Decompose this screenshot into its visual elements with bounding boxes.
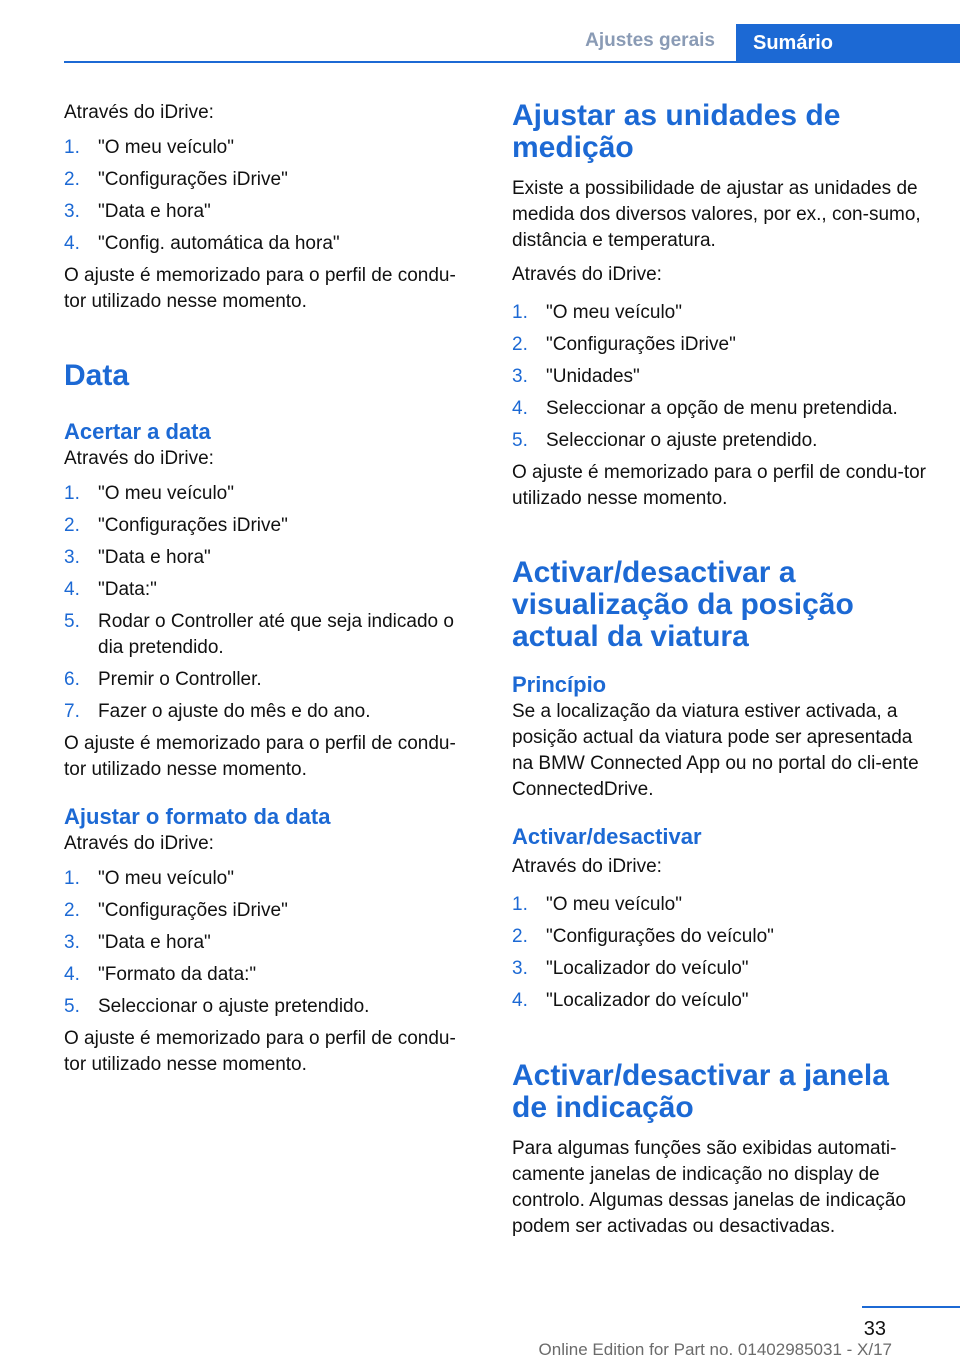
- header-divider: [64, 61, 960, 63]
- units-text: Existe a possibilidade de ajustar as unidades de medida dos diversos valores, por ex., con-sumo, distância e temperatura.: [512, 178, 921, 251]
- date-format-note: O ajuste é memorizado para o perfil de condu-tor utilizado nesse momento.: [64, 1028, 456, 1075]
- list-item: 3. "Data e hora": [64, 547, 211, 568]
- date-format-steps-list: [64, 866, 474, 1020]
- set-date-note: O ajuste é memorizado para o perfil de condu-tor utilizado nesse momento.: [64, 733, 456, 780]
- position-heading: Activar/desactivar a visualização da posição actual da viatura: [512, 556, 854, 653]
- list-item: 3. "Unidades": [512, 366, 640, 387]
- left-column: [64, 100, 474, 1078]
- list-item: 4. "Data:": [64, 579, 157, 600]
- toggle-heading: Activar/desactivar: [512, 824, 702, 849]
- intro-label: Através do iDrive:: [64, 102, 214, 123]
- principle-text: Se a localização da viatura estiver activada, a posição actual da viatura pode ser apresentada na BMW Connected App ou no portal do cli-ente ConnectedDrive.: [512, 701, 919, 800]
- data-heading: Data: [64, 359, 130, 392]
- list-item: 6. Premir o Controller.: [64, 669, 262, 690]
- list-item: 4. "Config. automática da hora": [64, 233, 340, 254]
- date-format-heading: Ajustar o formato da data: [64, 804, 331, 829]
- list-item: 4. Seleccionar a opção de menu pretendida.: [512, 398, 898, 419]
- edition-footer: Online Edition for Part no. 01402985031 - X/17: [538, 1340, 892, 1359]
- list-item: 5. Seleccionar o ajuste pretendido.: [512, 430, 818, 451]
- section-title[interactable]: Ajustes gerais: [585, 30, 715, 51]
- list-item: 1. "O meu veículo": [64, 483, 234, 504]
- list-item: 3. "Data e hora": [64, 201, 211, 222]
- window-text: Para algumas funções são exibidas automati-camente janelas de indicação no display de controlo. Algumas dessas janelas de indicação podem ser activadas ou desactivadas.: [512, 1138, 906, 1237]
- date-format-label: Através do iDrive:: [64, 833, 214, 854]
- intro-note: O ajuste é memorizado para o perfil de condu-tor utilizado nesse momento.: [64, 265, 456, 312]
- list-item: 1. "O meu veículo": [64, 868, 234, 889]
- intro-steps-list: [64, 135, 474, 257]
- window-heading: Activar/desactivar a janela de indicação: [512, 1059, 889, 1124]
- units-note: O ajuste é memorizado para o perfil de condu-tor utilizado nesse momento.: [512, 462, 926, 509]
- units-heading: Ajustar as unidades de medição: [512, 99, 841, 164]
- list-item: 5. Rodar o Controller até que seja indicado o dia pretendido.: [64, 611, 454, 658]
- list-item: 7. Fazer o ajuste do mês e do ano.: [64, 701, 371, 722]
- set-date-heading: Acertar a data: [64, 419, 211, 444]
- right-column: [512, 100, 932, 1240]
- list-item: 3. "Localizador do veículo": [512, 958, 749, 979]
- page-number: 33: [863, 1318, 886, 1340]
- list-item: 2. "Configurações do veículo": [512, 926, 774, 947]
- list-item: 1. "O meu veículo": [512, 894, 682, 915]
- page-header: [0, 0, 960, 64]
- list-item: 1. "O meu veículo": [64, 137, 234, 158]
- units-steps-list: [512, 300, 932, 454]
- list-item: 4. "Formato da data:": [64, 964, 257, 985]
- list-item: 2. "Configurações iDrive": [64, 515, 288, 536]
- position-steps-list: [512, 892, 932, 1014]
- list-item: 2. "Configurações iDrive": [64, 169, 288, 190]
- footer-divider: [862, 1306, 960, 1308]
- list-item: 2. "Configurações iDrive": [512, 334, 736, 355]
- list-item: 5. Seleccionar o ajuste pretendido.: [64, 996, 370, 1017]
- list-item: 2. "Configurações iDrive": [64, 900, 288, 921]
- list-item: 1. "O meu veículo": [512, 302, 682, 323]
- set-date-label: Através do iDrive:: [64, 448, 214, 469]
- set-date-steps-list: [64, 481, 474, 725]
- toggle-label: Através do iDrive:: [512, 856, 662, 877]
- list-item: 4. "Localizador do veículo": [512, 990, 749, 1011]
- units-label: Através do iDrive:: [512, 264, 662, 285]
- list-item: 3. "Data e hora": [64, 932, 211, 953]
- summary-tab[interactable]: Sumário: [736, 24, 960, 62]
- principle-heading: Princípio: [512, 672, 607, 697]
